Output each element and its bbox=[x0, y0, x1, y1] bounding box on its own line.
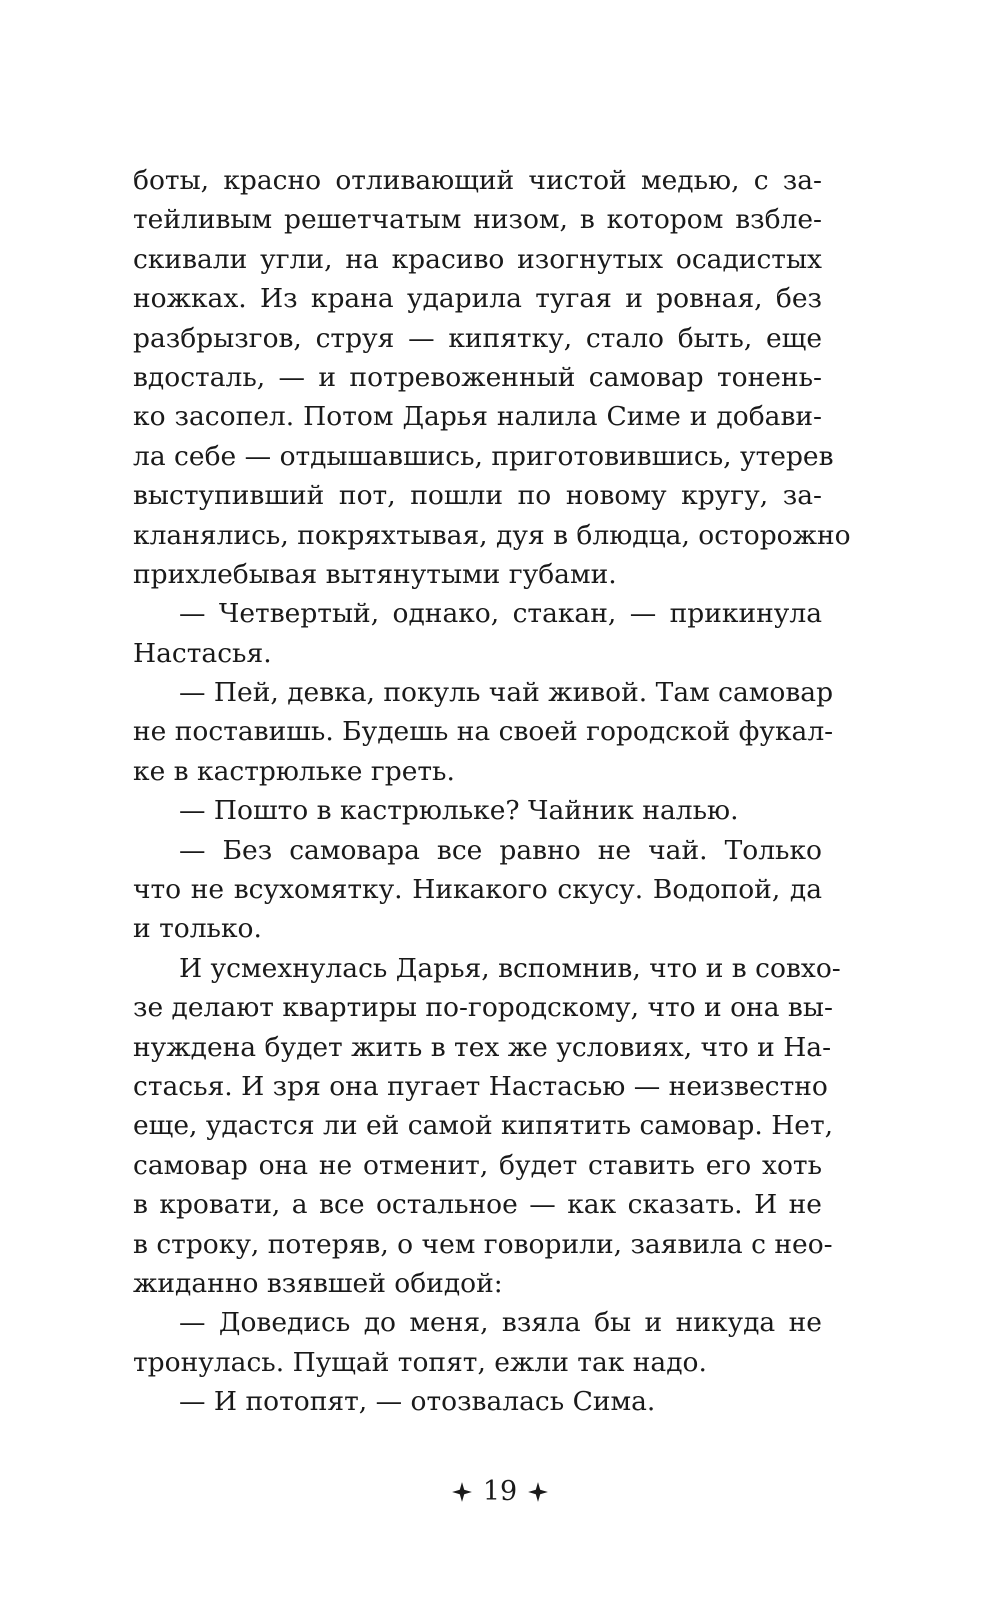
text-line: — Четвертый, однако, стакан, — прикинула bbox=[179, 598, 822, 630]
text-line: и только. bbox=[133, 913, 262, 945]
text-line: что не всухомятку. Никакого скусу. Водопой, да bbox=[133, 874, 822, 906]
text-line: нуждена будет жить в тех же условиях, что и На- bbox=[133, 1031, 832, 1063]
text-line: тейливым решетчатым низом, в котором взбле- bbox=[133, 204, 822, 236]
text-line: самовар она не отменит, будет ставить его хоть bbox=[133, 1149, 822, 1181]
text-line: еще, удастся ли ей самой кипятить самовар. Нет, bbox=[133, 1110, 834, 1142]
text-line: ко засопел. Потом Дарья налила Симе и добави- bbox=[133, 401, 822, 433]
text-line: зе делают квартиры по-городскому, что и она вы- bbox=[133, 992, 833, 1024]
text-line: жиданно взявшей обидой: bbox=[133, 1267, 503, 1299]
text-line: разбрызгов, струя — кипятку, стало быть, еще bbox=[133, 322, 822, 354]
text-line: боты, красно отливающий чистой медью, с за- bbox=[133, 165, 822, 196]
text-line: — Пошто в кастрюльке? Чайник налью. bbox=[179, 795, 739, 827]
text-line: И усмехнулась Дарья, вспомнив, что и в совхо- bbox=[179, 952, 841, 984]
text-line: тронулась. Пущай топят, ежли так надо. bbox=[133, 1346, 707, 1378]
text-line: стасья. И зря она пугает Настасью — неизвестно bbox=[133, 1070, 828, 1102]
page-footer bbox=[0, 1475, 1000, 1507]
text-line: ке в кастрюльке греть. bbox=[133, 755, 455, 787]
text-line: ла себе — отдышавшись, приготовившись, утерев bbox=[133, 440, 834, 472]
text-line: не поставишь. Будешь на своей городской фукал- bbox=[133, 716, 834, 748]
text-line: выступивший пот, пошли по новому кругу, за- bbox=[133, 480, 822, 512]
text-line: в кровати, а все остальное — как сказать. И не bbox=[133, 1189, 822, 1221]
text-line: — Пей, девка, покуль чай живой. Там самовар bbox=[179, 677, 834, 709]
text-line: в строку, потеряв, о чем говорили, заявила с нео- bbox=[133, 1228, 833, 1260]
text-line: скивали угли, на красиво изогнутых осадистых bbox=[133, 243, 822, 275]
text-line: прихлебывая вытянутыми губами. bbox=[133, 558, 617, 590]
page-number: 19 bbox=[482, 1476, 518, 1507]
text-line: — Без самовара все равно не чай. Только bbox=[179, 834, 822, 866]
star-ornament-right-icon bbox=[527, 1481, 549, 1503]
star-ornament-left-icon bbox=[451, 1481, 473, 1503]
text-line: Настасья. bbox=[133, 637, 272, 669]
text-line: — Доведись до меня, взяла бы и никуда не bbox=[179, 1307, 822, 1339]
text-line: вдосталь, — и потревоженный самовар тонень- bbox=[133, 361, 822, 393]
text-line: — И потопят, — отозвалась Сима. bbox=[179, 1386, 656, 1418]
body-text bbox=[133, 161, 851, 1422]
text-line: ножках. Из крана ударила тугая и ровная, без bbox=[133, 283, 822, 315]
text-line: кланялись, покряхтывая, дуя в блюдца, осторожно bbox=[133, 519, 851, 551]
